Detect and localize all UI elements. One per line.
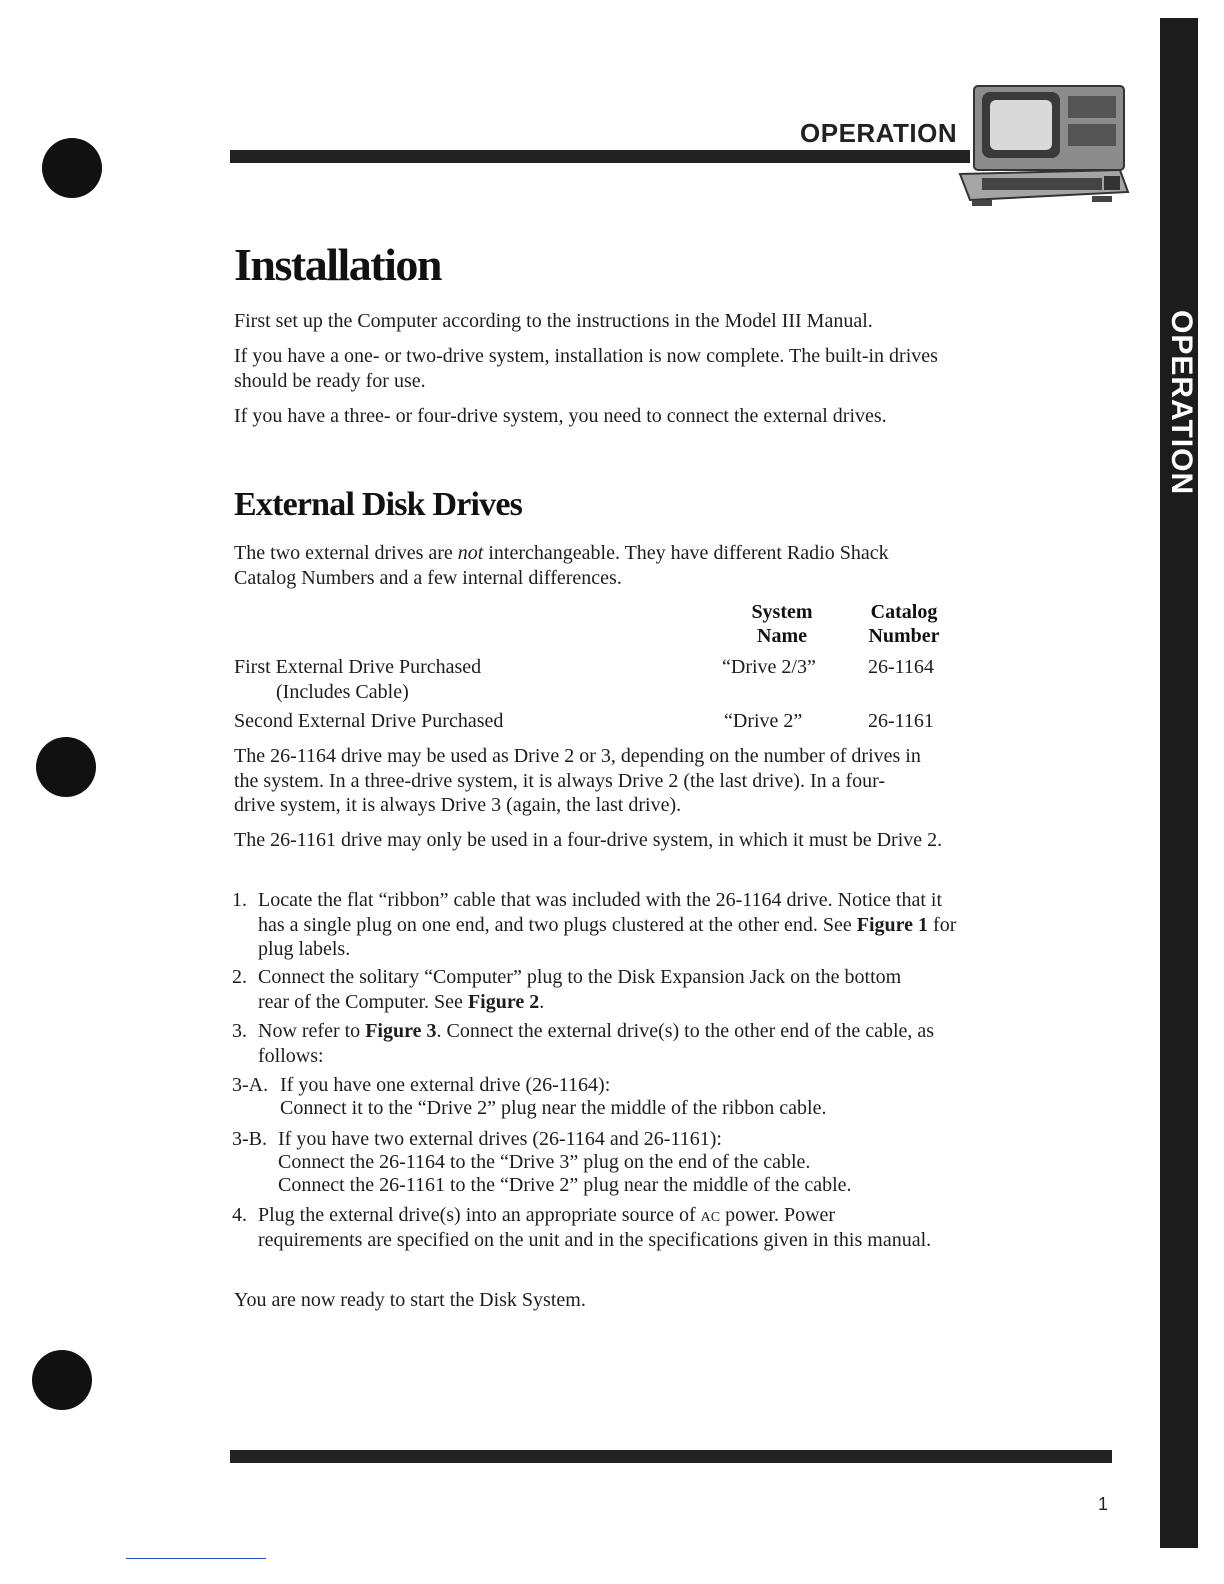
figure-3-reference: Figure 3 (365, 1020, 437, 1042)
closing-paragraph: You are now ready to start the Disk System. (234, 1289, 586, 1311)
step-3b-instruction-1: Connect the 26-1164 to the “Drive 3” plug on the end of the cable. (278, 1151, 811, 1173)
row-label: First External Drive Purchased (234, 656, 482, 678)
intro-text-after: interchangeable. They have different Radio Shack Catalog Numbers and a few internal differences. (234, 542, 889, 589)
corner-line (126, 1558, 266, 1559)
binder-hole-middle (36, 737, 96, 797)
table-header-catalog: Catalog Number (868, 601, 940, 647)
intro-text-before: The two external drives are (234, 542, 458, 564)
section-header-label: OPERATION (800, 118, 958, 148)
drive-1161-paragraph: The 26-1161 drive may only be used in a four-drive system, in which it must be Drive 2. (234, 829, 943, 851)
row-catalog-number: 26-1161 (868, 710, 934, 732)
figure-2-reference: Figure 2 (467, 990, 540, 1013)
step-3a-instruction: Connect it to the “Drive 2” plug near the middle of the ribbon cable. (280, 1097, 827, 1119)
row-system-name: “Drive 2/3” (722, 656, 816, 678)
drive-1164-paragraph: The 26-1164 drive may be used as Drive 2 or 3, depending on the number of drives in the system. In a three-drive system, it is always Drive 2 (the last drive). In a four-drive system, it is always Drive 3 (again, the last drive). (234, 745, 921, 816)
table-header-system: System Name (751, 601, 813, 647)
footer-rule (230, 1450, 1112, 1463)
intro-emphasis: not (457, 542, 484, 564)
step-3b-instruction-2: Connect the 26-1161 to the “Drive 2” plug near the middle of the cable. (278, 1174, 852, 1196)
side-tab-bar (1160, 18, 1198, 1548)
installation-paragraph-3: If you have a three- or four-drive system, you need to connect the external drives. (234, 405, 887, 427)
binder-hole-top (42, 138, 102, 198)
ac-abbreviation: ac (700, 1204, 721, 1226)
header-rule (230, 150, 970, 163)
side-tab-label: OPERATION (1165, 310, 1198, 496)
figure-1-reference: Figure 1 (856, 913, 929, 936)
installation-paragraph-2: If you have a one- or two-drive system, installation is now complete. The built-in drives should be ready for use. (234, 345, 938, 392)
row-label: Second External Drive Purchased (234, 710, 504, 732)
computer-icon (952, 80, 1132, 210)
external-intro (234, 541, 914, 590)
row-note: (Includes Cable) (276, 681, 409, 703)
binder-hole-bottom (32, 1350, 92, 1410)
page-number: 1 (1098, 1494, 1109, 1514)
section-title: External Disk Drives (234, 486, 523, 523)
installation-paragraph-1: First set up the Computer according to the instructions in the Model III Manual. (234, 310, 873, 332)
row-catalog-number: 26-1164 (868, 656, 934, 678)
page-title: Installation (234, 239, 441, 290)
row-system-name: “Drive 2” (724, 710, 803, 732)
